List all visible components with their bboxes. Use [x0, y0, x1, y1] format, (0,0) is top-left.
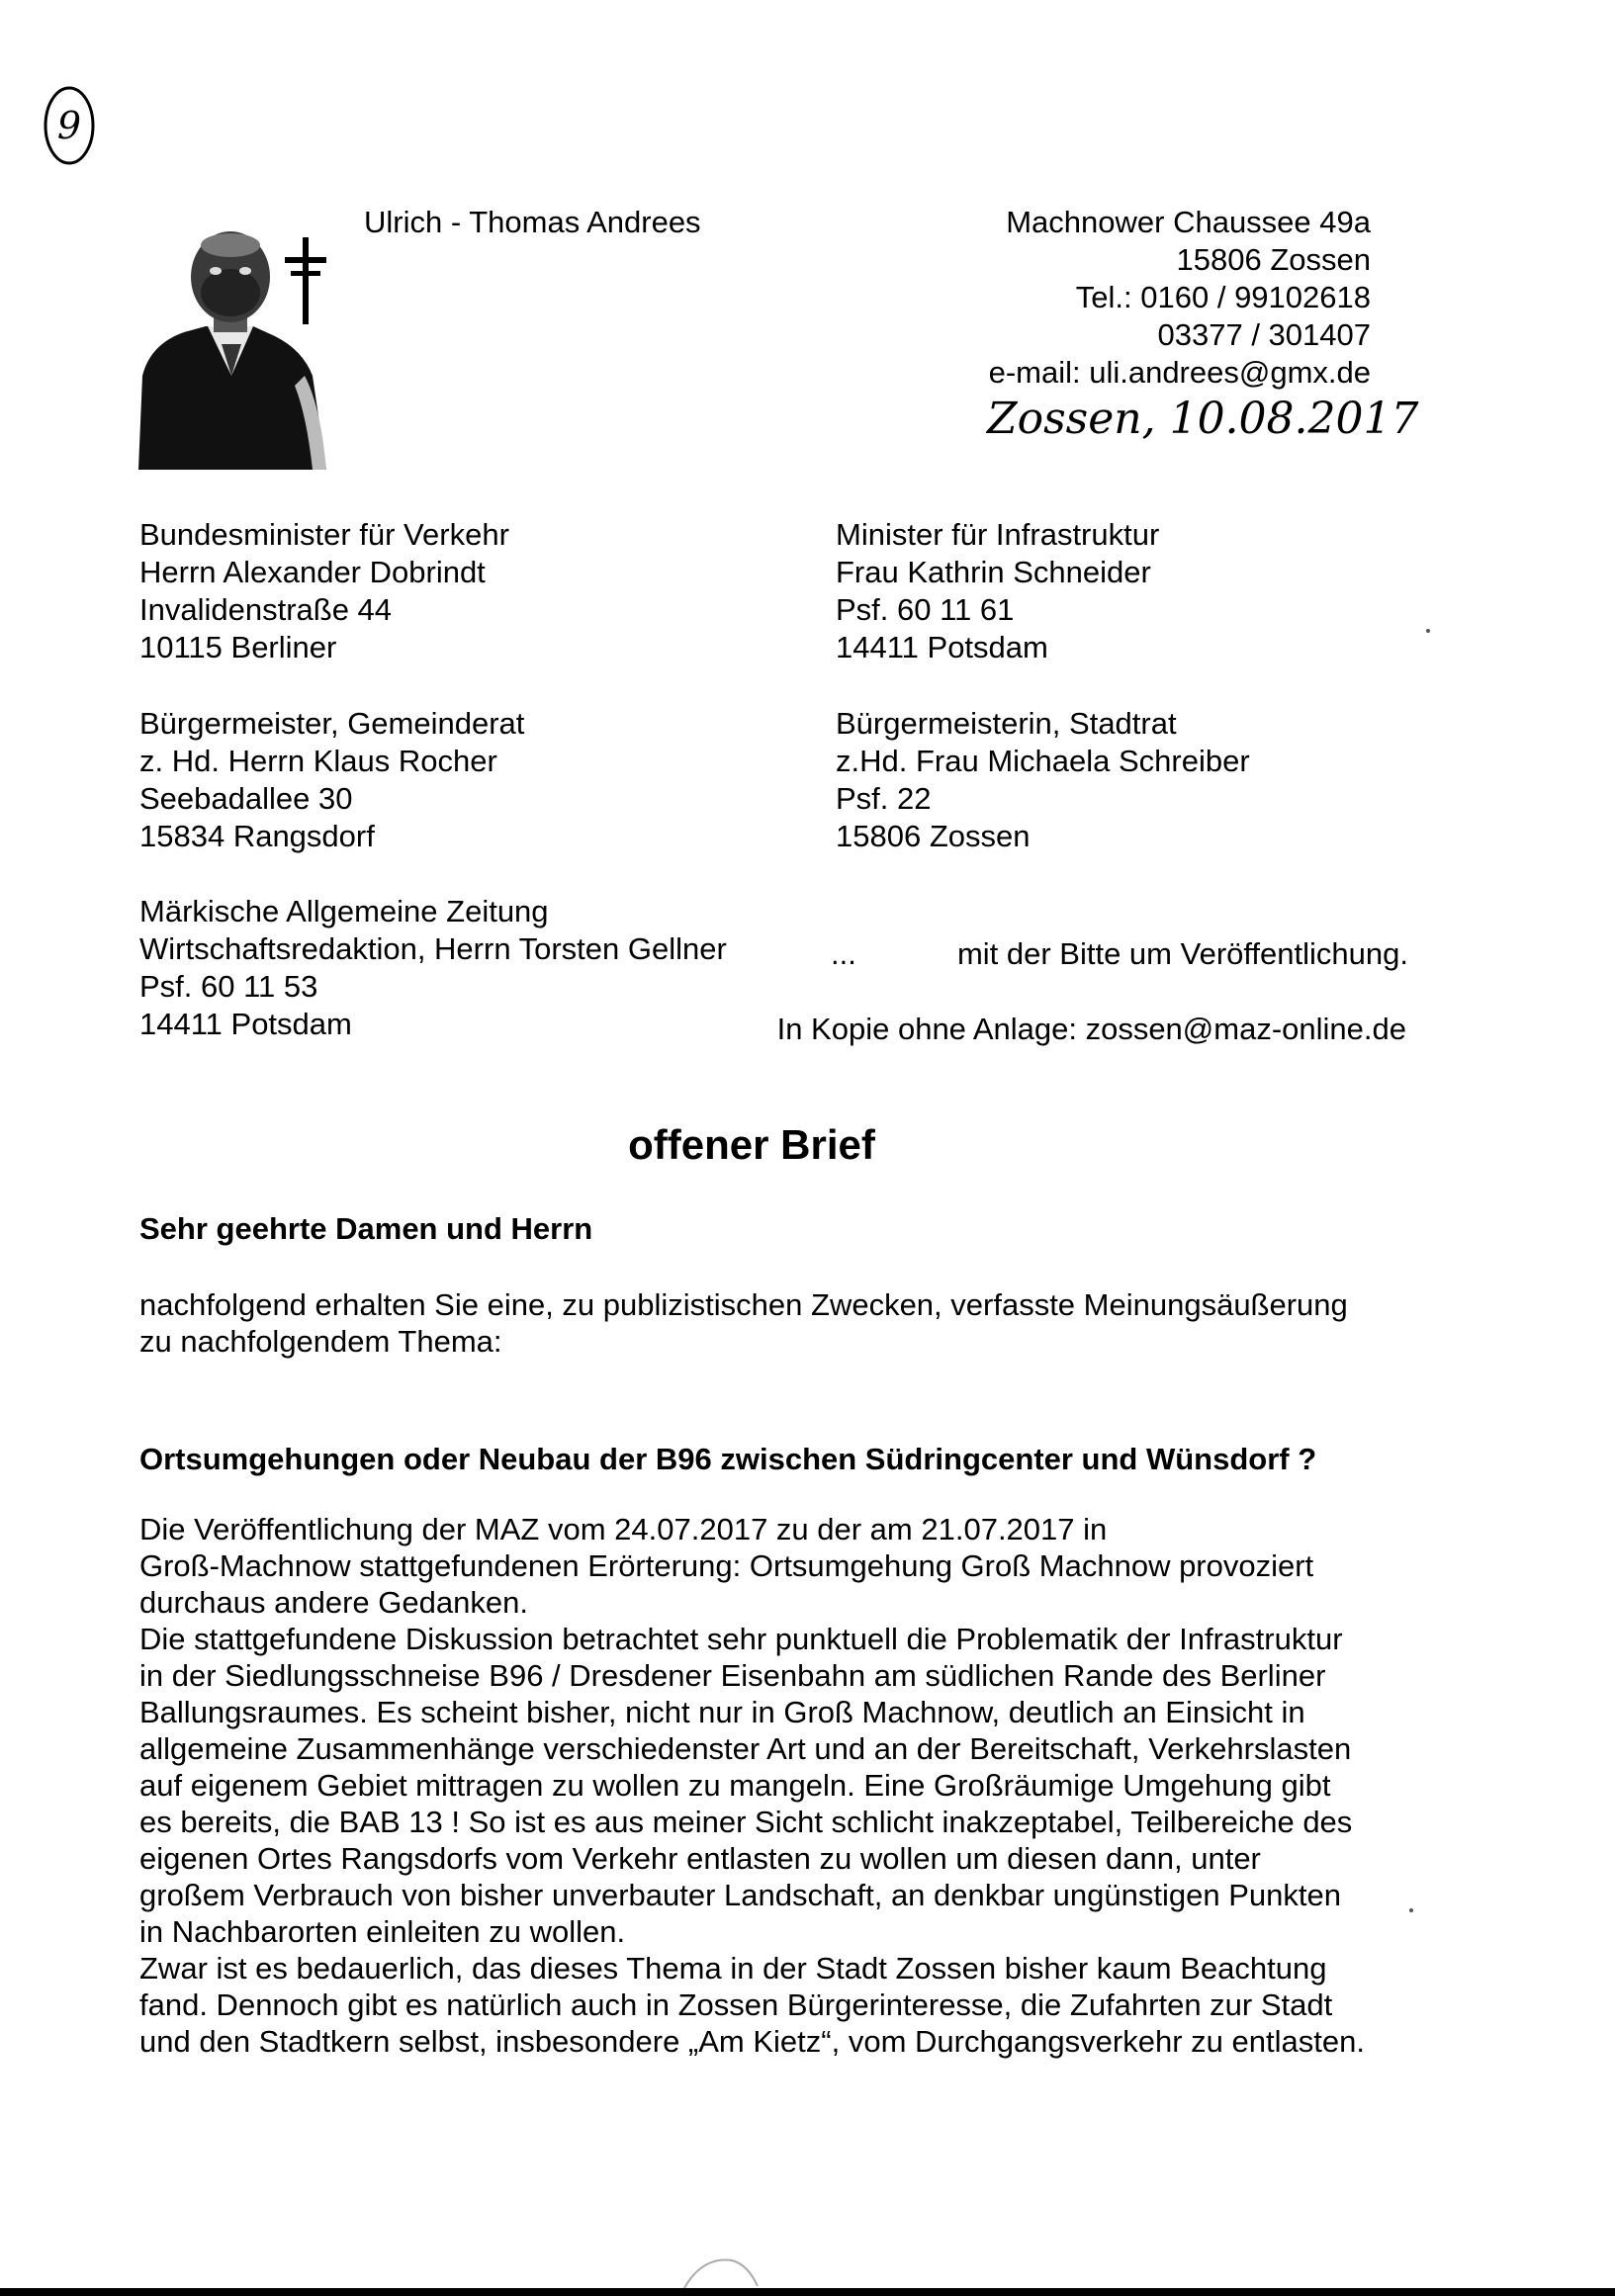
recipient-line: Frau Kathrin Schneider [836, 555, 1151, 589]
recipient-line: Seebadallee 30 [139, 781, 353, 816]
page-number: 9 [56, 104, 82, 147]
body-line: großem Verbrauch von bisher unverbauter Landschaft, an denkbar ungünstigen Punkten [139, 1878, 1341, 1912]
body-line: es bereits, die BAB 13 ! So ist es aus meiner Sicht schlicht inakzeptabel, Teilbereiche des [139, 1805, 1353, 1839]
handwritten-date: Zossen, 10.08.2017 [987, 394, 1419, 444]
sender-phone: Tel.: 0160 / 99102618 [1075, 280, 1371, 314]
recipient-maz [139, 893, 727, 1043]
copy-note: In Kopie ohne Anlage: zossen@maz-online.de [776, 1012, 1406, 1046]
sender-address [890, 204, 1371, 392]
letter-body [139, 1511, 1365, 2060]
sender-email: e-mail: uli.andrees@gmx.de [988, 355, 1371, 390]
body-line: in Nachbarorten einleiten zu wollen. [139, 1914, 626, 1949]
recipient-minister-verkehr [139, 516, 509, 666]
recipient-rangsdorf [139, 705, 524, 855]
body-line: und den Stadtkern selbst, insbesondere „Am Kietz“, vom Durchgangsverkehr zu entlasten. [139, 2024, 1365, 2059]
body-line: Groß-Machnow stattgefundenen Erörterung: Ortsumgehung Groß Machnow provoziert [139, 1548, 1314, 1583]
letter-title: offener Brief [628, 1121, 875, 1168]
recipient-line: 15834 Rangsdorf [139, 819, 375, 853]
body-line: fand. Dennoch gibt es natürlich auch in Zossen Bürgerinteresse, die Zufahrten zur Stadt [139, 1987, 1333, 2022]
body-line: Ballungsraumes. Es scheint bisher, nicht nur in Groß Machnow, deutlich an Einsicht in [139, 1695, 1305, 1729]
intro-line: nachfolgend erhalten Sie eine, zu publizistischen Zwecken, verfasste Meinungsäußerung [139, 1287, 1348, 1322]
scan-speck [1426, 629, 1430, 633]
salutation: Sehr geehrte Damen und Herrn [139, 1211, 593, 1246]
body-line: Die Veröffentlichung der MAZ vom 24.07.2017 zu der am 21.07.2017 in [139, 1512, 1108, 1546]
publication-request: mit der Bitte um Veröffentlichung. [956, 936, 1408, 971]
recipient-line: Invalidenstraße 44 [139, 592, 393, 627]
scan-edge [0, 2288, 1615, 2296]
sender-street: Machnower Chaussee 49a [1006, 205, 1371, 239]
body-line: allgemeine Zusammenhänge verschiedenster Art und an der Bereitschaft, Verkehrslasten [139, 1731, 1352, 1766]
sender-name: Ulrich - Thomas Andrees [364, 205, 701, 239]
recipient-line: Psf. 22 [836, 781, 932, 816]
body-line: durchaus andere Gedanken. [139, 1585, 528, 1620]
recipient-line: Märkische Allgemeine Zeitung [139, 894, 549, 928]
scan-fold-mark [682, 2251, 762, 2290]
body-line: eigenen Ortes Rangsdorfs vom Verkehr entlasten zu wollen um diesen dann, unter [139, 1841, 1261, 1876]
body-line: Zwar ist es bedauerlich, das dieses Thema in der Stadt Zossen bisher kaum Beachtung [139, 1951, 1327, 1986]
recipient-line: Herrn Alexander Dobrindt [139, 555, 486, 589]
recipient-line: z.Hd. Frau Michaela Schreiber [836, 744, 1250, 778]
body-line: auf eigenem Gebiet mittragen zu wollen zu mangeln. Eine Großräumige Umgehung gibt [139, 1768, 1331, 1803]
body-line: Die stattgefundene Diskussion betrachtet sehr punktuell die Problematik der Infrastruktur [139, 1622, 1343, 1656]
recipient-line: Wirtschaftsredaktion, Herrn Torsten Gellner [139, 931, 727, 966]
recipient-line: z. Hd. Herrn Klaus Rocher [139, 744, 497, 778]
maz-dots: ... [831, 936, 856, 971]
recipient-zossen [836, 705, 1250, 855]
recipient-line: 14411 Potsdam [139, 1007, 352, 1041]
recipient-minister-infrastruktur [836, 516, 1159, 666]
intro-line: zu nachfolgendem Thema: [139, 1324, 502, 1359]
sender-phone-2: 03377 / 301407 [1157, 317, 1371, 352]
recipient-line: Minister für Infrastruktur [836, 517, 1160, 552]
recipient-line: Bürgermeisterin, Stadtrat [836, 706, 1177, 741]
body-line: in der Siedlungsschneise B96 / Dresdener Eisenbahn am südlichen Rande des Berliner [139, 1658, 1326, 1693]
letter-subject: Ortsumgehungen oder Neubau der B96 zwischen Südringcenter und Wünsdorf ? [139, 1442, 1317, 1476]
recipient-line: Psf. 60 11 53 [139, 969, 318, 1004]
intro-paragraph [139, 1286, 1348, 1360]
recipient-line: Psf. 60 11 61 [836, 592, 1015, 627]
recipient-line: 15806 Zossen [836, 819, 1031, 853]
recipient-line: Bundesminister für Verkehr [139, 517, 509, 552]
sender-portrait-image [136, 227, 334, 470]
scan-speck [1409, 1908, 1413, 1912]
recipient-line: Bürgermeister, Gemeinderat [139, 706, 525, 741]
sender-city: 15806 Zossen [1176, 242, 1371, 277]
recipient-line: 10115 Berliner [139, 630, 337, 664]
circled-page-number [40, 81, 99, 170]
recipient-line: 14411 Potsdam [836, 630, 1048, 664]
